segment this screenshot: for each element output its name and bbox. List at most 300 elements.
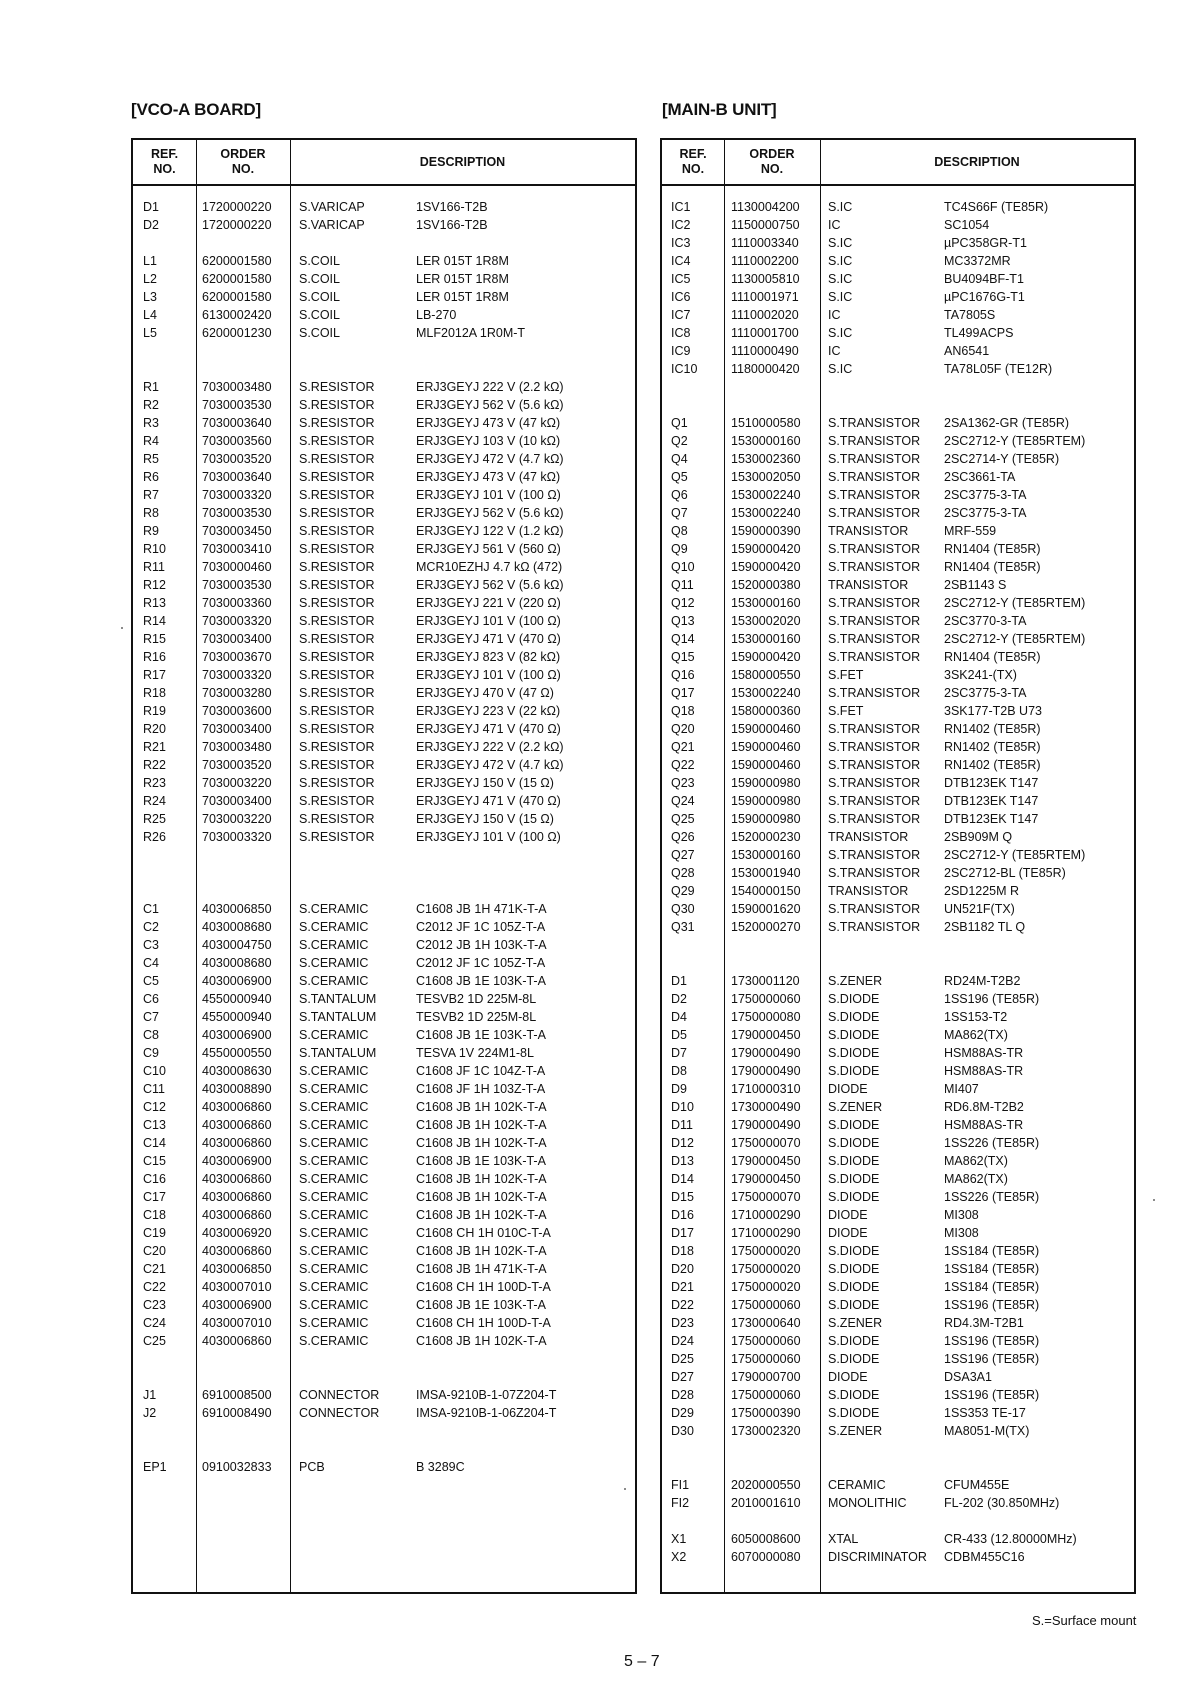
part-type: S.DIODE (828, 1010, 880, 1024)
ref-no: Q17 (671, 686, 695, 700)
table-row (133, 1422, 635, 1440)
part-type: S.RESISTOR (299, 812, 375, 826)
ref-no: D17 (671, 1226, 694, 1240)
part-type: S.CERAMIC (299, 1316, 369, 1330)
part-type: S.RESISTOR (299, 596, 375, 610)
scan-speck (121, 627, 123, 629)
table-row (662, 342, 1134, 360)
ref-no: C13 (143, 1118, 166, 1132)
order-no: 4030006860 (202, 1136, 272, 1150)
part-type: S.TRANSISTOR (828, 758, 921, 772)
order-no: 1520000270 (731, 920, 801, 934)
order-no: 1530002020 (731, 614, 801, 628)
part-type: S.CERAMIC (299, 956, 369, 970)
part-type: S.TANTALUM (299, 992, 377, 1006)
part-description: ERJ3GEYJ 101 V (100 Ω) (416, 668, 561, 682)
part-type: S.RESISTOR (299, 434, 375, 448)
part-type: S.DIODE (828, 1172, 880, 1186)
table-row (133, 360, 635, 378)
ref-no: D24 (671, 1334, 694, 1348)
header-order-no: ORDER NO. (220, 147, 266, 176)
order-no: 1540000150 (731, 884, 801, 898)
table-row (133, 864, 635, 882)
table-row (133, 540, 635, 558)
order-no: 4030006860 (202, 1334, 272, 1348)
part-description: ERJ3GEYJ 562 V (5.6 kΩ) (416, 398, 564, 412)
part-type: S.TRANSISTOR (828, 416, 921, 430)
table-row (133, 684, 635, 702)
order-no: 1790000450 (731, 1172, 801, 1186)
ref-no: R21 (143, 740, 166, 754)
part-description: MCR10EZHJ 4.7 kΩ (472) (416, 560, 563, 574)
order-no: 1750000060 (731, 1334, 801, 1348)
ref-no: Q1 (671, 416, 688, 430)
part-description: MI407 (944, 1082, 979, 1096)
ref-no: C4 (143, 956, 159, 970)
order-no: 1790000490 (731, 1046, 801, 1060)
order-no: 1590000420 (731, 542, 801, 556)
table-row (133, 720, 635, 738)
part-description: 3SK241-(TX) (944, 668, 1017, 682)
header-ref-no: REF. NO. (150, 147, 179, 176)
ref-no: C5 (143, 974, 159, 988)
part-type: S.TRANSISTOR (828, 452, 921, 466)
table-row (662, 810, 1134, 828)
table-row (133, 738, 635, 756)
table-row (133, 936, 635, 954)
part-type: S.RESISTOR (299, 704, 375, 718)
table-row (133, 576, 635, 594)
order-no: 7030003450 (202, 524, 272, 538)
part-description: C1608 JB 1H 102K-T-A (416, 1334, 547, 1348)
ref-no: D25 (671, 1352, 694, 1366)
order-no: 4030006900 (202, 1028, 272, 1042)
part-description: 2SD1225M R (944, 884, 1020, 898)
table-row (133, 522, 635, 540)
part-type: S.RESISTOR (299, 542, 375, 556)
ref-no: Q9 (671, 542, 688, 556)
ref-no: C19 (143, 1226, 166, 1240)
ref-no: D22 (671, 1298, 694, 1312)
order-no: 1750000080 (731, 1010, 801, 1024)
order-no: 1750000020 (731, 1244, 801, 1258)
part-type: S.IC (828, 254, 853, 268)
part-type: S.TRANSISTOR (828, 470, 921, 484)
part-type: S.RESISTOR (299, 758, 375, 772)
part-description: RD6.8M-T2B2 (944, 1100, 1024, 1114)
ref-no: L2 (143, 272, 157, 286)
part-type: S.IC (828, 326, 853, 340)
ref-no: C25 (143, 1334, 166, 1348)
table-row (133, 198, 635, 216)
order-no: 1530001940 (731, 866, 801, 880)
part-description: ERJ3GEYJ 222 V (2.2 kΩ) (416, 740, 564, 754)
part-description: MI308 (944, 1226, 979, 1240)
order-no: 4030006860 (202, 1172, 272, 1186)
part-type: CONNECTOR (299, 1388, 380, 1402)
part-type: S.DIODE (828, 1064, 880, 1078)
order-no: 7030003320 (202, 668, 272, 682)
part-type: S.COIL (299, 326, 340, 340)
order-no: 7030003410 (202, 542, 272, 556)
part-type: S.TRANSISTOR (828, 596, 921, 610)
table-row (662, 756, 1134, 774)
table-row (133, 828, 635, 846)
part-description: 2SC2712-Y (TE85RTEM) (944, 848, 1086, 862)
part-type: S.CERAMIC (299, 1154, 369, 1168)
table-row (133, 1044, 635, 1062)
order-no: 4030006920 (202, 1226, 272, 1240)
order-no: 1590001620 (731, 902, 801, 916)
ref-no: D30 (671, 1424, 694, 1438)
ref-no: Q24 (671, 794, 695, 808)
part-type: S.TRANSISTOR (828, 794, 921, 808)
part-description: MC3372MR (944, 254, 1011, 268)
ref-no: C9 (143, 1046, 159, 1060)
part-type: S.CERAMIC (299, 920, 369, 934)
part-description: TA7805S (944, 308, 996, 322)
order-no: 7030003400 (202, 722, 272, 736)
ref-no: C1 (143, 902, 159, 916)
part-type: S.CERAMIC (299, 1262, 369, 1276)
part-type: S.DIODE (828, 1244, 880, 1258)
part-type: S.DIODE (828, 1190, 880, 1204)
table-row (662, 1080, 1134, 1098)
order-no: 1750000070 (731, 1136, 801, 1150)
part-type: S.RESISTOR (299, 686, 375, 700)
ref-no: FI1 (671, 1478, 690, 1492)
part-type: S.IC (828, 236, 853, 250)
part-description: 2SA1362-GR (TE85R) (944, 416, 1070, 430)
ref-no: R23 (143, 776, 166, 790)
table-row (662, 1170, 1134, 1188)
ref-no: R5 (143, 452, 159, 466)
order-no: 1730001120 (731, 974, 800, 988)
table-row (662, 558, 1134, 576)
table-row (133, 558, 635, 576)
part-description: MA862(TX) (944, 1154, 1008, 1168)
header-description: DESCRIPTION (934, 154, 1020, 169)
table-row (133, 1062, 635, 1080)
order-no: 1790000490 (731, 1064, 801, 1078)
ref-no: C8 (143, 1028, 159, 1042)
ref-no: R22 (143, 758, 166, 772)
table-row (133, 396, 635, 414)
part-type: S.CERAMIC (299, 1244, 369, 1258)
order-no: 1510000580 (731, 416, 801, 430)
ref-no: EP1 (143, 1460, 167, 1474)
order-no: 4030006900 (202, 974, 272, 988)
ref-no: Q22 (671, 758, 695, 772)
order-no: 1530002240 (731, 506, 801, 520)
order-no: 1110001971 (731, 290, 799, 304)
part-type: S.COIL (299, 272, 340, 286)
ref-no: J1 (143, 1388, 157, 1402)
ref-no: R18 (143, 686, 166, 700)
part-description: 2SB1143 S (944, 578, 1007, 592)
part-description: ERJ3GEYJ 150 V (15 Ω) (416, 776, 554, 790)
ref-no: L4 (143, 308, 157, 322)
ref-no: R13 (143, 596, 166, 610)
table-row (662, 1476, 1134, 1494)
part-type: S.TRANSISTOR (828, 434, 921, 448)
order-no: 1590000420 (731, 650, 801, 664)
table-row (662, 540, 1134, 558)
order-no: 2020000550 (731, 1478, 801, 1492)
table-row (662, 198, 1134, 216)
table-row (133, 648, 635, 666)
table-row (662, 324, 1134, 342)
order-no: 1750000020 (731, 1280, 801, 1294)
table-row (662, 288, 1134, 306)
table-row (662, 936, 1134, 954)
order-no: 7030003520 (202, 452, 272, 466)
part-type: S.RESISTOR (299, 830, 375, 844)
vco-parts-table (131, 138, 637, 1594)
order-no: 1110003340 (731, 236, 799, 250)
table-row (133, 486, 635, 504)
table-row (133, 1350, 635, 1368)
part-description: 1SS184 (TE85R) (944, 1262, 1040, 1276)
ref-no: Q29 (671, 884, 695, 898)
part-description: C1608 CH 1H 100D-T-A (416, 1280, 551, 1294)
order-no: 1790000700 (731, 1370, 801, 1384)
part-description: C2012 JB 1H 103K-T-A (416, 938, 547, 952)
table-row (133, 1458, 635, 1476)
part-type: S.RESISTOR (299, 794, 375, 808)
part-type: S.TRANSISTOR (828, 920, 921, 934)
part-type: S.ZENER (828, 1100, 883, 1114)
part-description: C1608 CH 1H 100D-T-A (416, 1316, 551, 1330)
ref-no: L1 (143, 254, 157, 268)
table-row (133, 954, 635, 972)
part-type: DIODE (828, 1226, 868, 1240)
part-description: 2SB909M Q (944, 830, 1013, 844)
part-type: IC (828, 344, 841, 358)
part-type: S.CERAMIC (299, 1100, 369, 1114)
part-type: S.TANTALUM (299, 1046, 377, 1060)
part-description: TESVA 1V 224M1-8L (416, 1046, 534, 1060)
table-row (662, 882, 1134, 900)
table-row (133, 882, 635, 900)
order-no: 4030006900 (202, 1154, 272, 1168)
order-no: 1150000750 (731, 218, 800, 232)
table-row (662, 432, 1134, 450)
part-type: S.DIODE (828, 1334, 880, 1348)
part-description: DTB123EK T147 (944, 794, 1039, 808)
order-no: 1720000220 (202, 218, 272, 232)
table-row (662, 954, 1134, 972)
part-description: 1SV166-T2B (416, 218, 488, 232)
part-description: MA8051-M(TX) (944, 1424, 1030, 1438)
ref-no: D16 (671, 1208, 694, 1222)
order-no: 1580000360 (731, 704, 801, 718)
part-type: S.CERAMIC (299, 1208, 369, 1222)
part-description: ERJ3GEYJ 471 V (470 Ω) (416, 722, 561, 736)
ref-no: D28 (671, 1388, 694, 1402)
part-description: C1608 JB 1E 103K-T-A (416, 974, 546, 988)
part-description: C1608 JB 1H 471K-T-A (416, 902, 547, 916)
table-row (662, 576, 1134, 594)
part-type: S.CERAMIC (299, 974, 369, 988)
part-description: ERJ3GEYJ 122 V (1.2 kΩ) (416, 524, 564, 538)
part-description: 2SB1182 TL Q (944, 920, 1026, 934)
part-description: C1608 JB 1E 103K-T-A (416, 1028, 546, 1042)
ref-no: R19 (143, 704, 166, 718)
order-no: 4030006850 (202, 1262, 272, 1276)
part-description: 2SC3770-3-TA (944, 614, 1027, 628)
part-type: S.DIODE (828, 1118, 880, 1132)
part-description: C1608 JB 1H 102K-T-A (416, 1190, 547, 1204)
table-row (662, 1044, 1134, 1062)
ref-no: IC8 (671, 326, 691, 340)
ref-no: C21 (143, 1262, 166, 1276)
order-no: 1520000230 (731, 830, 801, 844)
table-row (133, 774, 635, 792)
ref-no: Q26 (671, 830, 695, 844)
table-row (662, 720, 1134, 738)
table-row (133, 1296, 635, 1314)
order-no: 1590000980 (731, 794, 801, 808)
order-no: 7030003670 (202, 650, 272, 664)
table-row (662, 486, 1134, 504)
part-type: S.DIODE (828, 1046, 880, 1060)
order-no: 7030000460 (202, 560, 272, 574)
order-no: 4030006860 (202, 1118, 272, 1132)
part-description: TESVB2 1D 225M-8L (416, 1010, 537, 1024)
part-type: S.CERAMIC (299, 1118, 369, 1132)
order-no: 7030003360 (202, 596, 272, 610)
order-no: 1720000220 (202, 200, 272, 214)
ref-no: Q30 (671, 902, 695, 916)
part-description: TL499ACPS (944, 326, 1014, 340)
part-description: C1608 JB 1H 102K-T-A (416, 1136, 547, 1150)
part-description: 1SS196 (TE85R) (944, 1334, 1040, 1348)
table-row (133, 1008, 635, 1026)
table-header (662, 140, 1134, 186)
order-no: 1130005810 (731, 272, 800, 286)
ref-no: IC3 (671, 236, 691, 250)
part-type: S.RESISTOR (299, 452, 375, 466)
ref-no: R24 (143, 794, 166, 808)
order-no: 4030008680 (202, 920, 272, 934)
table-row (133, 1026, 635, 1044)
part-description: RN1402 (TE85R) (944, 722, 1041, 736)
part-type: CONNECTOR (299, 1406, 380, 1420)
ref-no: IC6 (671, 290, 691, 304)
part-type: S.TRANSISTOR (828, 506, 921, 520)
order-no: 7030003400 (202, 794, 272, 808)
order-no: 1130004200 (731, 200, 800, 214)
part-description: TESVB2 1D 225M-8L (416, 992, 537, 1006)
part-description: ERJ3GEYJ 101 V (100 Ω) (416, 830, 561, 844)
table-row (662, 1530, 1134, 1548)
ref-no: Q15 (671, 650, 695, 664)
part-type: S.DIODE (828, 1136, 880, 1150)
order-no: 6200001580 (202, 254, 272, 268)
table-row (133, 450, 635, 468)
ref-no: Q16 (671, 668, 695, 682)
table-row (133, 1098, 635, 1116)
ref-no: IC7 (671, 308, 691, 322)
order-no: 1730000640 (731, 1316, 801, 1330)
part-type: S.IC (828, 272, 853, 286)
ref-no: IC5 (671, 272, 691, 286)
order-no: 1590000460 (731, 740, 801, 754)
ref-no: C6 (143, 992, 159, 1006)
part-description: ERJ3GEYJ 150 V (15 Ω) (416, 812, 554, 826)
table-row (662, 1350, 1134, 1368)
order-no: 7030003640 (202, 416, 272, 430)
part-type: TRANSISTOR (828, 578, 909, 592)
part-type: S.TRANSISTOR (828, 488, 921, 502)
order-no: 1110002200 (731, 254, 799, 268)
order-no: 4030006860 (202, 1244, 272, 1258)
part-description: C1608 JB 1H 102K-T-A (416, 1172, 547, 1186)
part-description: 2SC2712-Y (TE85RTEM) (944, 434, 1086, 448)
ref-no: R14 (143, 614, 166, 628)
table-row (662, 1386, 1134, 1404)
part-description: 3SK177-T2B U73 (944, 704, 1042, 718)
table-row (662, 360, 1134, 378)
table-row (662, 522, 1134, 540)
table-row (133, 1260, 635, 1278)
table-row (133, 414, 635, 432)
part-description: AN6541 (944, 344, 990, 358)
part-type: S.CERAMIC (299, 1298, 369, 1312)
ref-no: R3 (143, 416, 159, 430)
part-description: C1608 JB 1H 102K-T-A (416, 1118, 547, 1132)
part-type: S.ZENER (828, 1316, 883, 1330)
part-type: CERAMIC (828, 1478, 886, 1492)
part-type: DISCRIMINATOR (828, 1550, 927, 1564)
part-description: ERJ3GEYJ 823 V (82 kΩ) (416, 650, 561, 664)
table-row (662, 648, 1134, 666)
part-type: S.DIODE (828, 1280, 880, 1294)
part-type: S.CERAMIC (299, 1064, 369, 1078)
part-type: IC (828, 308, 841, 322)
order-no: 7030003480 (202, 740, 272, 754)
part-type: S.CERAMIC (299, 1082, 369, 1096)
order-no: 1590000980 (731, 812, 801, 826)
table-row (133, 468, 635, 486)
part-description: C1608 JB 1H 102K-T-A (416, 1100, 547, 1114)
order-no: 1110001700 (731, 326, 799, 340)
table-row (662, 594, 1134, 612)
scan-speck (1153, 1199, 1155, 1201)
ref-no: R26 (143, 830, 166, 844)
ref-no: R2 (143, 398, 159, 412)
ref-no: Q27 (671, 848, 695, 862)
ref-no: Q8 (671, 524, 688, 538)
ref-no: R20 (143, 722, 166, 736)
part-description: CDBM455C16 (944, 1550, 1025, 1564)
ref-no: R9 (143, 524, 159, 538)
main-parts-table (660, 138, 1136, 1594)
order-no: 4550000940 (202, 1010, 272, 1024)
ref-no: R7 (143, 488, 159, 502)
order-no: 6070000080 (731, 1550, 801, 1564)
ref-no: D13 (671, 1154, 694, 1168)
ref-no: D15 (671, 1190, 694, 1204)
order-no: 4030006860 (202, 1100, 272, 1114)
order-no: 4030008680 (202, 956, 272, 970)
part-description: ERJ3GEYJ 472 V (4.7 kΩ) (416, 758, 564, 772)
part-type: S.RESISTOR (299, 740, 375, 754)
table-row (133, 972, 635, 990)
order-no: 2010001610 (731, 1496, 801, 1510)
part-type: S.TRANSISTOR (828, 812, 921, 826)
